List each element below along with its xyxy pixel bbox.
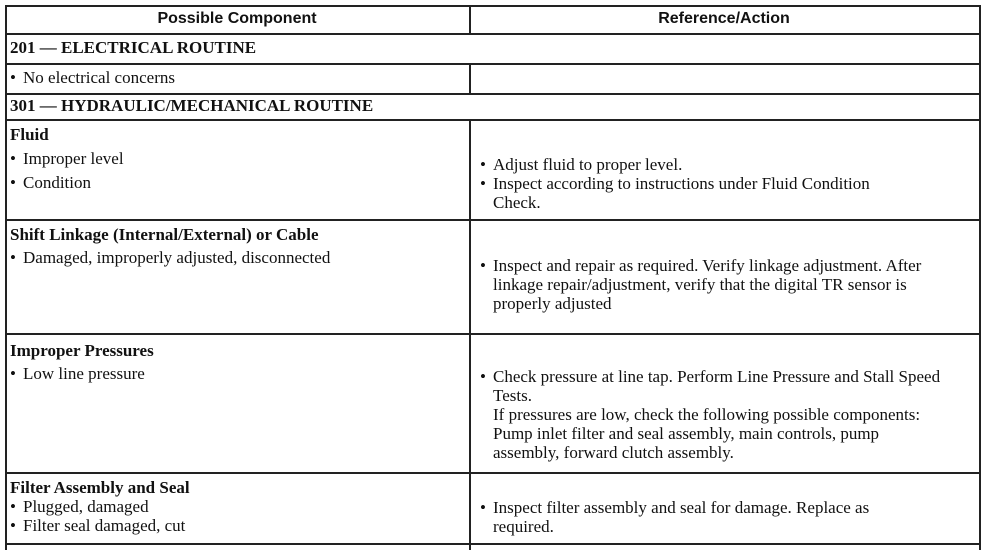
component-fluid [10,125,460,192]
row-divider [5,93,980,95]
action-note: If pressures are low, check the following possible components: Pump inlet filter and seal assembly, main controls, pump assembly, forward clutch assembly. [493,405,921,462]
list-item: • Condition [10,173,460,192]
table-border-left [5,5,7,550]
row-divider [5,119,980,121]
list-item: • Improper level [10,149,460,168]
action-item: • Check pressure at line tap. Perform Line Pressure and Stall Speed Tests. [480,367,960,405]
row-divider [5,63,980,65]
section-heading-electrical: 201 — ELECTRICAL ROUTINE [10,38,257,57]
component-shift-linkage [10,225,460,267]
component-title: Shift Linkage (Internal/External) or Cable [10,225,319,244]
component-title: Fluid [10,125,49,144]
list-item: • Low line pressure [10,364,460,383]
column-divider [469,119,471,550]
section-heading-hydraulic: 301 — HYDRAULIC/MECHANICAL ROUTINE [10,96,374,115]
component-title: Filter Assembly and Seal [10,478,190,497]
list-item: • No electrical concerns [10,68,982,87]
column-header-reference-action: Reference/Action [658,10,790,27]
column-header-possible-component: Possible Component [157,10,317,27]
row-divider [5,219,980,221]
action-fluid [480,155,900,212]
component-filter-assembly [10,478,460,535]
action-filter-assembly [480,498,920,536]
list-item: • Plugged, damaged [10,497,460,516]
action-improper-pressures [480,367,960,462]
row-divider [5,472,980,474]
action-item: • Adjust fluid to proper level. [480,155,900,174]
row-divider [5,333,980,335]
component-improper-pressures [10,341,460,383]
list-item: • Damaged, improperly adjusted, disconnected [10,248,460,267]
action-item: • Inspect filter assembly and seal for damage. Replace as required. [480,498,920,536]
action-item: • Inspect according to instructions under Fluid Condition Check. [480,174,900,212]
row-divider [5,33,980,35]
action-shift-linkage [480,256,960,313]
component-title: Improper Pressures [10,341,154,360]
list-item: • Filter seal damaged, cut [10,516,460,535]
row-divider [5,543,980,545]
action-item: • Inspect and repair as required. Verify linkage adjustment. After linkage repair/adjustment, verify that the digital TR sensor is properly adjusted [480,256,960,313]
